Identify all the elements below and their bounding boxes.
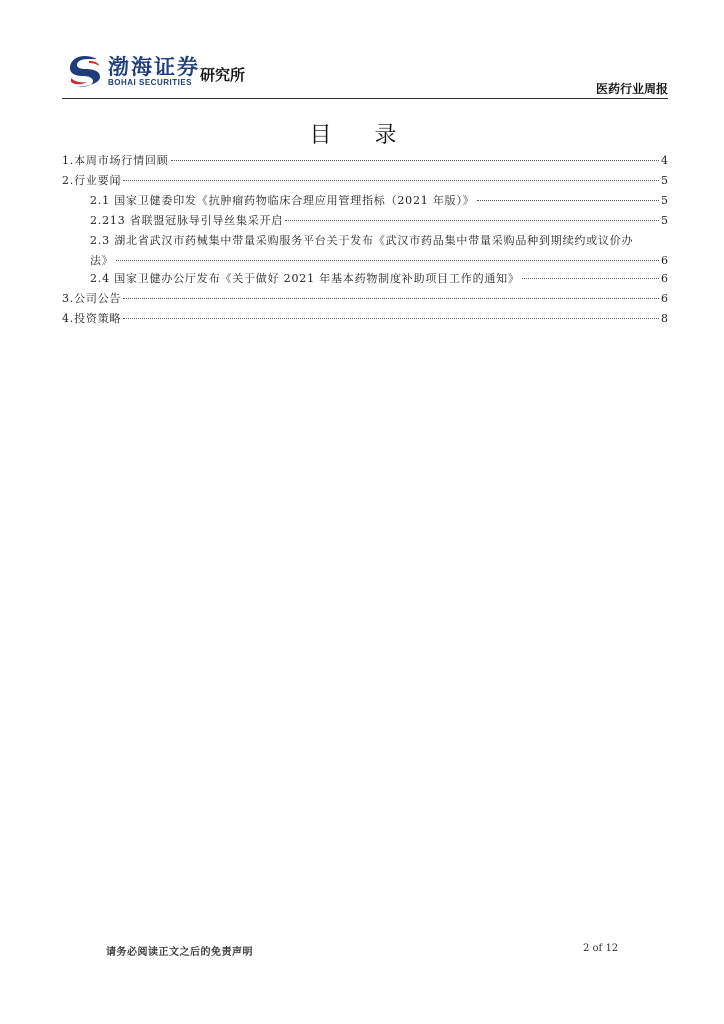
toc-title: 目 录	[309, 123, 415, 148]
toc-leader-dots	[477, 200, 659, 201]
logo-chinese-name: 渤海证券	[108, 54, 200, 79]
toc-entry-label: 2.213 省联盟冠脉导引导丝集采开启	[90, 214, 284, 227]
toc-page-number: 6	[661, 272, 668, 285]
bohai-logo-icon	[67, 54, 103, 88]
toc-page-number: 5	[661, 194, 668, 207]
toc-entry-2[interactable]	[62, 174, 668, 188]
page-header	[62, 48, 668, 98]
toc-entry-label: 2.行业要闻	[62, 174, 122, 187]
toc-page-number: 6	[661, 292, 668, 305]
institute-name: 研究所	[200, 66, 246, 84]
toc-leader-dots	[123, 298, 659, 299]
footer-disclaimer: 请务必阅读正文之后的免责声明	[106, 947, 253, 958]
header-divider	[62, 98, 668, 99]
toc-leader-dots	[116, 260, 659, 261]
toc-page-number: 8	[661, 312, 668, 325]
toc-entry-2-4[interactable]	[90, 272, 668, 286]
toc-entry-label: 2.4 国家卫健办公厅发布《关于做好 2021 年基本药物制度补助项目工作的通知》	[90, 272, 520, 285]
toc-page-number: 6	[661, 254, 668, 267]
toc-page-number: 4	[661, 154, 668, 167]
toc-entry-label: 2.1 国家卫健委印发《抗肿瘤药物临床合理应用管理指标（2021 年版）》	[90, 194, 475, 207]
toc-entry-label: 1.本周市场行情回顾	[62, 154, 169, 167]
logo-english-name: BOHAI SECURITIES	[108, 78, 193, 87]
toc-entry-3[interactable]	[62, 292, 668, 306]
toc-page-number: 5	[661, 174, 668, 187]
toc-leader-dots	[123, 180, 659, 181]
toc-entry-2-1[interactable]	[90, 194, 668, 208]
toc-entry-label: 4.投资策略	[62, 312, 122, 325]
toc-entry-2-2[interactable]	[90, 214, 668, 228]
toc-entry-2-3[interactable]	[90, 234, 668, 268]
toc-entry-1[interactable]	[62, 154, 668, 168]
footer-page-indicator: 2 of 12	[583, 943, 619, 954]
toc-leader-dots	[123, 318, 659, 319]
toc-entry-label: 3.公司公告	[62, 292, 122, 305]
toc-entry-label-continued: 法》	[90, 254, 114, 267]
report-type: 医药行业周报	[595, 82, 668, 96]
toc-entry-4[interactable]	[62, 312, 668, 326]
toc-leader-dots	[522, 278, 659, 279]
toc-leader-dots	[171, 160, 660, 161]
toc-page-number: 5	[661, 214, 668, 227]
toc-leader-dots	[285, 220, 659, 221]
toc-entry-label: 2.3 湖北省武汉市药械集中带量采购服务平台关于发布《武汉市药品集中带量采购品种到期续约或议价办	[90, 234, 634, 247]
